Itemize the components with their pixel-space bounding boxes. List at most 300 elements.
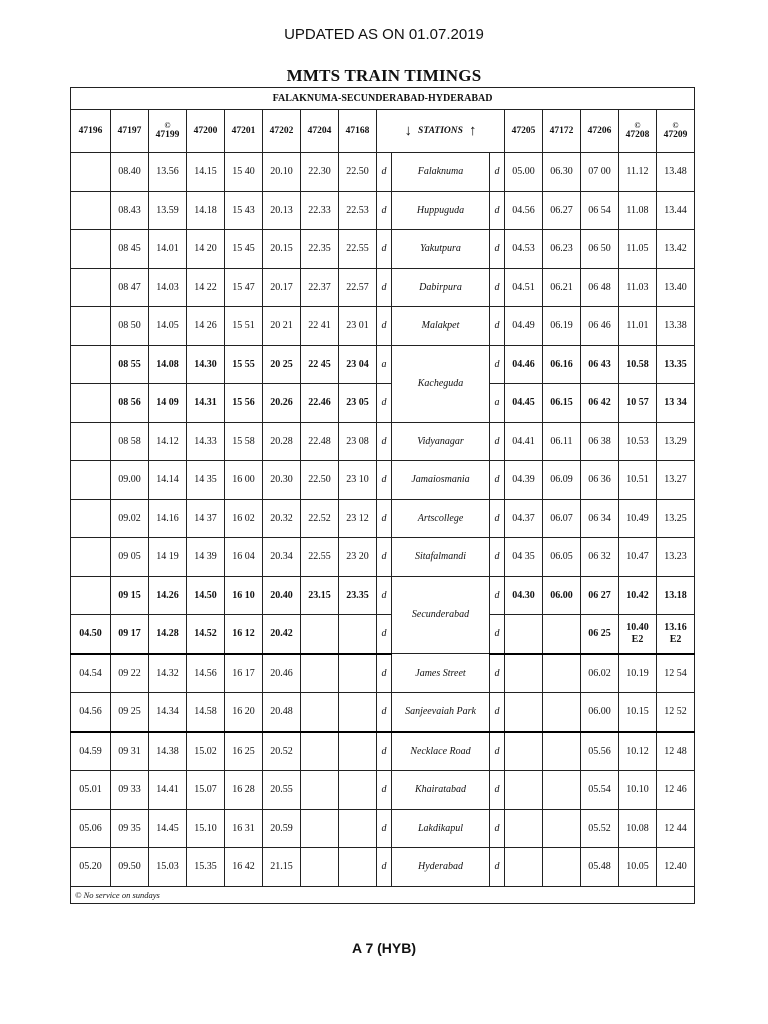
time-cell: 21.15 xyxy=(263,848,301,887)
arr-dep-flag: d xyxy=(490,848,505,887)
time-cell: 09 25 xyxy=(111,693,149,732)
updated-date: UPDATED AS ON 01.07.2019 xyxy=(284,26,484,43)
time-cell: 06 48 xyxy=(581,268,619,307)
time-cell: 23 20 xyxy=(339,538,377,577)
table-row xyxy=(71,732,695,771)
time-cell: 13.27 xyxy=(657,461,695,500)
train-number xyxy=(187,110,225,153)
time-cell: 06 32 xyxy=(581,538,619,577)
time-cell xyxy=(71,538,111,577)
time-cell: 05.48 xyxy=(581,848,619,887)
time-cell: 04.50 xyxy=(71,615,111,654)
time-cell: 14.01 xyxy=(149,230,187,269)
table-row xyxy=(71,230,695,269)
time-cell: 22.57 xyxy=(339,268,377,307)
time-cell xyxy=(543,732,581,771)
time-cell: 06.11 xyxy=(543,422,581,461)
station-name: James Street xyxy=(392,654,490,693)
arr-dep-flag: d xyxy=(490,654,505,693)
train-number-label: 47199 xyxy=(155,130,180,140)
time-cell: 23 04 xyxy=(339,345,377,384)
table-row xyxy=(71,538,695,577)
time-cell: 20.30 xyxy=(263,461,301,500)
time-cell xyxy=(301,654,339,693)
train-number-label: 47172 xyxy=(549,125,574,136)
time-cell xyxy=(505,848,543,887)
arr-dep-flag: d xyxy=(377,268,392,307)
station-name: Huppuguda xyxy=(392,191,490,230)
station-name: Secunderabad xyxy=(392,576,490,654)
train-number xyxy=(225,110,263,153)
train-number xyxy=(263,110,301,153)
station-name: Sitafalmandi xyxy=(392,538,490,577)
time-cell: 13.23 xyxy=(657,538,695,577)
time-cell: 14 19 xyxy=(149,538,187,577)
time-cell: 12.40 xyxy=(657,848,695,887)
table-note-row xyxy=(71,886,695,903)
time-cell: 14 35 xyxy=(187,461,225,500)
time-cell: 07 00 xyxy=(581,153,619,192)
time-cell: 14.12 xyxy=(149,422,187,461)
time-cell: 15.07 xyxy=(187,771,225,810)
train-number-label: 47205 xyxy=(511,125,536,136)
time-cell: 14.33 xyxy=(187,422,225,461)
table-row xyxy=(71,693,695,732)
arr-dep-flag: d xyxy=(377,499,392,538)
time-cell: 22.50 xyxy=(339,153,377,192)
time-cell: 09 17 xyxy=(111,615,149,654)
time-cell: 13.38 xyxy=(657,307,695,346)
time-cell: 06.05 xyxy=(543,538,581,577)
time-cell: 22.33 xyxy=(301,191,339,230)
time-cell: 10.15 xyxy=(619,693,657,732)
station-name: Malakpet xyxy=(392,307,490,346)
time-cell xyxy=(301,693,339,732)
time-cell: 10.47 xyxy=(619,538,657,577)
time-cell: 15 58 xyxy=(225,422,263,461)
train-number xyxy=(71,110,111,153)
station-name: Lakdikapul xyxy=(392,809,490,848)
time-cell: 04.37 xyxy=(505,499,543,538)
train-number-label: 47209 xyxy=(663,130,688,140)
time-cell: 08 58 xyxy=(111,422,149,461)
time-cell: 15.03 xyxy=(149,848,187,887)
no-sunday-icon: © xyxy=(164,121,171,130)
time-cell: 23 01 xyxy=(339,307,377,346)
arr-dep-flag: d xyxy=(490,461,505,500)
time-cell: 22.37 xyxy=(301,268,339,307)
table-row xyxy=(71,576,695,615)
time-cell: 11.03 xyxy=(619,268,657,307)
time-cell: 06 34 xyxy=(581,499,619,538)
time-cell: 23 05 xyxy=(339,384,377,423)
time-cell: 22.46 xyxy=(301,384,339,423)
time-cell: 06 25 xyxy=(581,615,619,654)
train-number-label: 47202 xyxy=(269,125,294,136)
time-cell: 14.03 xyxy=(149,268,187,307)
time-cell: 06.27 xyxy=(543,191,581,230)
arr-dep-flag: d xyxy=(377,153,392,192)
time-cell: 20 25 xyxy=(263,345,301,384)
time-cell xyxy=(301,771,339,810)
time-cell: 12 48 xyxy=(657,732,695,771)
time-cell: 15 45 xyxy=(225,230,263,269)
time-cell: 13.35 xyxy=(657,345,695,384)
time-cell: 15 56 xyxy=(225,384,263,423)
time-cell: 15 40 xyxy=(225,153,263,192)
time-cell: 12 54 xyxy=(657,654,695,693)
time-cell: 14.26 xyxy=(149,576,187,615)
station-name: Sanjeevaiah Park xyxy=(392,693,490,732)
time-cell: 16 10 xyxy=(225,576,263,615)
time-cell: 14.05 xyxy=(149,307,187,346)
time-cell xyxy=(543,615,581,654)
train-number-label: 47201 xyxy=(231,125,256,136)
time-cell xyxy=(339,654,377,693)
time-cell: 13.42 xyxy=(657,230,695,269)
time-cell: 13.29 xyxy=(657,422,695,461)
time-cell: 08 56 xyxy=(111,384,149,423)
time-cell: 22.53 xyxy=(339,191,377,230)
train-number xyxy=(301,110,339,153)
time-cell xyxy=(543,809,581,848)
time-cell: 16 28 xyxy=(225,771,263,810)
time-cell xyxy=(339,809,377,848)
time-cell: 05.52 xyxy=(581,809,619,848)
time-cell: 20.59 xyxy=(263,809,301,848)
time-cell: 10.40 E2 xyxy=(619,615,657,654)
time-cell xyxy=(543,771,581,810)
arr-dep-flag: d xyxy=(377,384,392,423)
time-cell: 20.26 xyxy=(263,384,301,423)
table-row xyxy=(71,615,695,654)
time-cell: 23 08 xyxy=(339,422,377,461)
table-row xyxy=(71,848,695,887)
time-cell: 14 09 xyxy=(149,384,187,423)
arr-dep-flag: d xyxy=(490,345,505,384)
station-name: Falaknuma xyxy=(392,153,490,192)
time-cell: 22.48 xyxy=(301,422,339,461)
station-name: Vidyanagar xyxy=(392,422,490,461)
arr-dep-flag: d xyxy=(490,615,505,654)
train-number-label: 47196 xyxy=(78,125,103,136)
train-number xyxy=(581,110,619,153)
table-row xyxy=(71,345,695,384)
arr-dep-flag: d xyxy=(490,809,505,848)
arr-dep-flag: d xyxy=(377,191,392,230)
time-cell: 14.31 xyxy=(187,384,225,423)
time-cell xyxy=(71,191,111,230)
time-cell: 11.08 xyxy=(619,191,657,230)
time-cell: 20.28 xyxy=(263,422,301,461)
time-cell: 04.41 xyxy=(505,422,543,461)
time-cell: 20.13 xyxy=(263,191,301,230)
time-cell: 09 15 xyxy=(111,576,149,615)
time-cell: 04.53 xyxy=(505,230,543,269)
stations-label: STATIONS xyxy=(418,125,463,136)
route-name: FALAKNUMA-SECUNDERABAD-HYDERABAD xyxy=(71,88,695,110)
time-cell: 10.58 xyxy=(619,345,657,384)
time-cell xyxy=(71,499,111,538)
time-cell: 22.52 xyxy=(301,499,339,538)
time-cell: 23.35 xyxy=(339,576,377,615)
station-name: Dabirpura xyxy=(392,268,490,307)
time-cell xyxy=(339,848,377,887)
time-cell: 14 26 xyxy=(187,307,225,346)
time-cell: 10.42 xyxy=(619,576,657,615)
time-cell: 04.59 xyxy=(71,732,111,771)
time-cell xyxy=(339,732,377,771)
time-cell: 22.55 xyxy=(339,230,377,269)
arr-dep-flag: d xyxy=(377,693,392,732)
arr-dep-flag: a xyxy=(490,384,505,423)
time-cell: 05.56 xyxy=(581,732,619,771)
station-name: Jamaiosmania xyxy=(392,461,490,500)
arr-dep-flag: d xyxy=(377,538,392,577)
time-cell: 13.59 xyxy=(149,191,187,230)
time-cell: 04.45 xyxy=(505,384,543,423)
train-number-label: 47204 xyxy=(307,125,332,136)
station-name: Necklace Road xyxy=(392,732,490,771)
time-cell: 04.56 xyxy=(505,191,543,230)
time-cell: 14.52 xyxy=(187,615,225,654)
time-cell: 06.23 xyxy=(543,230,581,269)
time-cell: 13.16 E2 xyxy=(657,615,695,654)
time-cell: 14.58 xyxy=(187,693,225,732)
time-cell xyxy=(71,153,111,192)
time-cell: 14.50 xyxy=(187,576,225,615)
arr-dep-flag: d xyxy=(490,268,505,307)
time-cell: 06 42 xyxy=(581,384,619,423)
train-number xyxy=(339,110,377,153)
time-cell: 10.53 xyxy=(619,422,657,461)
arr-dep-flag: d xyxy=(377,422,392,461)
table-row xyxy=(71,422,695,461)
time-cell: 16 42 xyxy=(225,848,263,887)
arr-dep-flag: a xyxy=(377,345,392,384)
timetable xyxy=(70,87,695,904)
time-cell xyxy=(505,732,543,771)
time-cell xyxy=(71,268,111,307)
time-cell: 10.51 xyxy=(619,461,657,500)
time-cell: 04.51 xyxy=(505,268,543,307)
time-cell xyxy=(71,345,111,384)
time-cell: 14.30 xyxy=(187,345,225,384)
time-cell: 15 43 xyxy=(225,191,263,230)
time-cell: 06.16 xyxy=(543,345,581,384)
time-cell: 04.39 xyxy=(505,461,543,500)
time-cell: 20.17 xyxy=(263,268,301,307)
train-number-label: 47168 xyxy=(345,125,370,136)
time-cell xyxy=(71,230,111,269)
arr-dep-flag: d xyxy=(490,499,505,538)
time-cell: 16 12 xyxy=(225,615,263,654)
time-cell: 05.00 xyxy=(505,153,543,192)
time-cell: 14.41 xyxy=(149,771,187,810)
station-name: Yakutpura xyxy=(392,230,490,269)
time-cell: 04.30 xyxy=(505,576,543,615)
time-cell: 16 25 xyxy=(225,732,263,771)
time-cell: 16 00 xyxy=(225,461,263,500)
time-cell xyxy=(339,771,377,810)
time-cell: 11.05 xyxy=(619,230,657,269)
time-cell: 20 21 xyxy=(263,307,301,346)
time-cell: 16 17 xyxy=(225,654,263,693)
time-cell: 08.43 xyxy=(111,191,149,230)
time-cell: 22.50 xyxy=(301,461,339,500)
arr-dep-flag: d xyxy=(490,538,505,577)
time-cell: 06 43 xyxy=(581,345,619,384)
time-cell: 06.00 xyxy=(581,693,619,732)
time-cell: 05.54 xyxy=(581,771,619,810)
arr-dep-flag: d xyxy=(490,307,505,346)
time-cell xyxy=(301,848,339,887)
time-cell: 13.18 xyxy=(657,576,695,615)
time-cell: 15 55 xyxy=(225,345,263,384)
time-cell: 14.56 xyxy=(187,654,225,693)
time-cell: 20.52 xyxy=(263,732,301,771)
time-cell: 05.20 xyxy=(71,848,111,887)
time-cell xyxy=(339,615,377,654)
arr-dep-flag: d xyxy=(377,230,392,269)
table-row xyxy=(71,307,695,346)
time-cell: 13.40 xyxy=(657,268,695,307)
page-title: MMTS TRAIN TIMINGS xyxy=(286,66,482,85)
train-number xyxy=(149,110,187,153)
no-sunday-note: © No service on sundays xyxy=(71,886,695,903)
time-cell: 09.02 xyxy=(111,499,149,538)
time-cell: 14.38 xyxy=(149,732,187,771)
time-cell: 11.12 xyxy=(619,153,657,192)
arr-dep-flag: d xyxy=(377,771,392,810)
time-cell: 13.44 xyxy=(657,191,695,230)
time-cell xyxy=(71,422,111,461)
time-cell: 16 20 xyxy=(225,693,263,732)
time-cell: 10.08 xyxy=(619,809,657,848)
time-cell: 16 04 xyxy=(225,538,263,577)
time-cell: 09.50 xyxy=(111,848,149,887)
time-cell: 04.49 xyxy=(505,307,543,346)
time-cell: 15.10 xyxy=(187,809,225,848)
time-cell: 08 50 xyxy=(111,307,149,346)
time-cell: 23.15 xyxy=(301,576,339,615)
time-cell: 22 41 xyxy=(301,307,339,346)
arr-dep-flag: d xyxy=(377,615,392,654)
time-cell xyxy=(71,576,111,615)
time-cell: 13.48 xyxy=(657,153,695,192)
time-cell: 08.40 xyxy=(111,153,149,192)
arr-dep-flag: d xyxy=(490,230,505,269)
time-cell: 04.56 xyxy=(71,693,111,732)
time-cell xyxy=(301,732,339,771)
time-cell xyxy=(71,384,111,423)
time-cell: 14.14 xyxy=(149,461,187,500)
time-cell: 20.34 xyxy=(263,538,301,577)
time-cell: 11.01 xyxy=(619,307,657,346)
station-name: Khairatabad xyxy=(392,771,490,810)
table-row xyxy=(71,153,695,192)
arr-dep-flag: d xyxy=(490,576,505,615)
time-cell: 16 31 xyxy=(225,809,263,848)
time-cell: 09.00 xyxy=(111,461,149,500)
time-cell xyxy=(505,771,543,810)
train-number xyxy=(657,110,695,153)
time-cell xyxy=(505,615,543,654)
arr-dep-flag: d xyxy=(377,654,392,693)
time-cell: 14.08 xyxy=(149,345,187,384)
train-number-label: 47197 xyxy=(117,125,142,136)
time-cell: 20.46 xyxy=(263,654,301,693)
time-cell: 15 51 xyxy=(225,307,263,346)
time-cell xyxy=(505,809,543,848)
time-cell: 06.30 xyxy=(543,153,581,192)
time-cell xyxy=(543,693,581,732)
time-cell xyxy=(505,693,543,732)
time-cell: 10.12 xyxy=(619,732,657,771)
time-cell: 06.07 xyxy=(543,499,581,538)
time-cell: 12 46 xyxy=(657,771,695,810)
time-cell xyxy=(339,693,377,732)
time-cell: 14 22 xyxy=(187,268,225,307)
arr-dep-flag: d xyxy=(377,809,392,848)
time-cell: 06.15 xyxy=(543,384,581,423)
time-cell: 14.34 xyxy=(149,693,187,732)
time-cell: 08 45 xyxy=(111,230,149,269)
arr-dep-flag: d xyxy=(490,191,505,230)
time-cell: 10.05 xyxy=(619,848,657,887)
time-cell: 08 47 xyxy=(111,268,149,307)
arr-dep-flag: d xyxy=(490,732,505,771)
time-cell: 13 34 xyxy=(657,384,695,423)
station-name: Hyderabad xyxy=(392,848,490,887)
time-cell: 10.49 xyxy=(619,499,657,538)
time-cell: 08 55 xyxy=(111,345,149,384)
time-cell: 20.48 xyxy=(263,693,301,732)
time-cell: 20.15 xyxy=(263,230,301,269)
table-row xyxy=(71,191,695,230)
time-cell: 15.35 xyxy=(187,848,225,887)
time-cell: 09 33 xyxy=(111,771,149,810)
time-cell: 10.10 xyxy=(619,771,657,810)
time-cell: 10 57 xyxy=(619,384,657,423)
time-cell: 14 37 xyxy=(187,499,225,538)
time-cell: 06.02 xyxy=(581,654,619,693)
time-cell xyxy=(543,654,581,693)
time-cell: 20.40 xyxy=(263,576,301,615)
arr-dep-flag: d xyxy=(490,422,505,461)
arr-dep-flag: d xyxy=(377,848,392,887)
stations-header xyxy=(377,110,505,153)
station-name: Artscollege xyxy=(392,499,490,538)
time-cell: 06 50 xyxy=(581,230,619,269)
table-row xyxy=(71,384,695,423)
time-cell: 06.21 xyxy=(543,268,581,307)
time-cell: 14.32 xyxy=(149,654,187,693)
station-name: Kacheguda xyxy=(392,345,490,422)
time-cell xyxy=(301,809,339,848)
time-cell: 13.56 xyxy=(149,153,187,192)
no-sunday-icon: © xyxy=(634,121,641,130)
time-cell xyxy=(543,848,581,887)
time-cell: 14.16 xyxy=(149,499,187,538)
time-cell: 06.19 xyxy=(543,307,581,346)
time-cell: 09 22 xyxy=(111,654,149,693)
time-cell: 22.30 xyxy=(301,153,339,192)
time-cell: 05.06 xyxy=(71,809,111,848)
time-cell: 04.46 xyxy=(505,345,543,384)
time-cell: 14.28 xyxy=(149,615,187,654)
time-cell: 14.15 xyxy=(187,153,225,192)
